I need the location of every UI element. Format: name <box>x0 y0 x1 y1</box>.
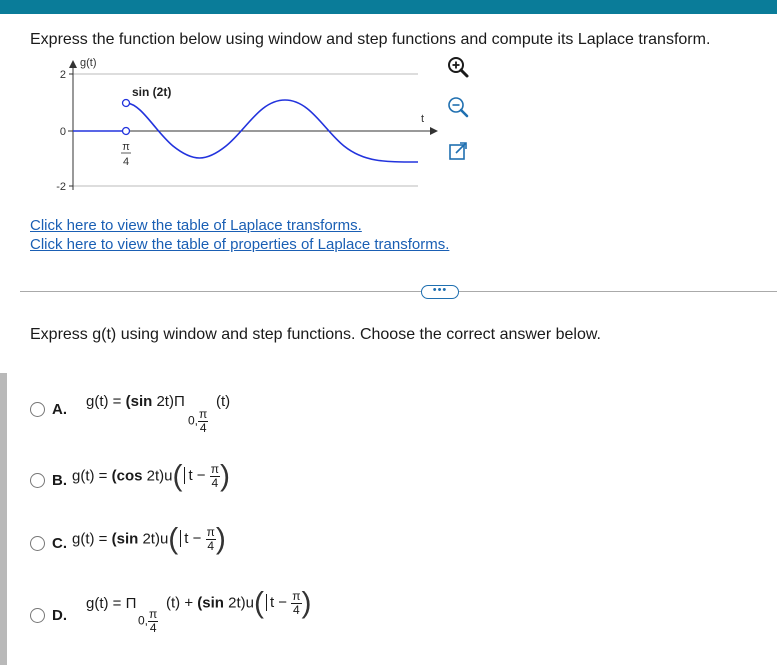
option-c-formula: g(t) = (sin 2t)u( t − $\frac{\pi}{4}$ ) <box>72 522 226 556</box>
four-label: 4 <box>122 156 130 168</box>
problem-prompt: Express the function below using window and step functions and compute its Laplace transform. <box>30 31 711 48</box>
curve-label: sin (2t) <box>132 85 172 99</box>
top-bar <box>0 0 777 14</box>
option-d-formula-lhs: g(t) = Π <box>86 595 137 612</box>
y-tick-neg2: -2 <box>56 181 66 193</box>
laplace-table-link[interactable]: Click here to view the table of Laplace transforms. <box>30 217 362 234</box>
external-link-icon[interactable] <box>446 139 470 163</box>
option-d-sub: 0, $\frac{\pi}{4}$ <box>138 607 158 635</box>
y-tick-2: 2 <box>59 69 66 81</box>
zoom-in-icon[interactable] <box>446 55 470 79</box>
scrollbar[interactable] <box>0 373 7 665</box>
option-b-radio[interactable] <box>30 473 45 488</box>
divider <box>20 291 777 292</box>
open-point-zero <box>123 128 130 135</box>
option-c-letter: C. <box>52 535 67 552</box>
y-axis-label: g(t) <box>80 57 97 69</box>
function-graph <box>28 56 468 206</box>
option-b[interactable] <box>30 453 330 503</box>
option-c-radio[interactable] <box>30 536 45 551</box>
option-a[interactable] <box>30 390 330 440</box>
option-b-formula: g(t) = (cos 2t)u( t − $\frac{\pi}{4}$ ) <box>72 459 231 493</box>
more-button[interactable]: ••• <box>421 285 459 299</box>
option-d-formula-rhs: (t) + (sin 2t)u( t − $\frac{\pi}{4}$ ) <box>166 586 312 620</box>
option-d-letter: D. <box>52 607 67 624</box>
option-c[interactable] <box>30 522 330 575</box>
y-axis-arrow <box>69 60 77 68</box>
y-tick-0: 0 <box>59 126 66 138</box>
option-a-sub: 0, $\frac{\pi}{4}$ <box>188 407 208 435</box>
question-text: Express g(t) using window and step functions. Choose the correct answer below. <box>30 326 601 343</box>
option-d[interactable] <box>30 586 350 646</box>
option-a-radio[interactable] <box>30 402 45 417</box>
x-axis-label: t <box>421 113 425 125</box>
option-a-formula: g(t) = (sin 2t)Π <box>86 393 185 410</box>
option-d-radio[interactable] <box>30 608 45 623</box>
option-a-arg: (t) <box>216 393 231 410</box>
laplace-properties-link[interactable]: Click here to view the table of properties of Laplace transforms. <box>30 236 450 253</box>
zoom-out-icon[interactable] <box>446 95 470 119</box>
pi-label: π <box>122 141 130 153</box>
x-axis-arrow <box>430 127 438 135</box>
open-point-top <box>123 100 130 107</box>
option-a-letter: A. <box>52 401 67 418</box>
option-b-letter: B. <box>52 472 67 489</box>
